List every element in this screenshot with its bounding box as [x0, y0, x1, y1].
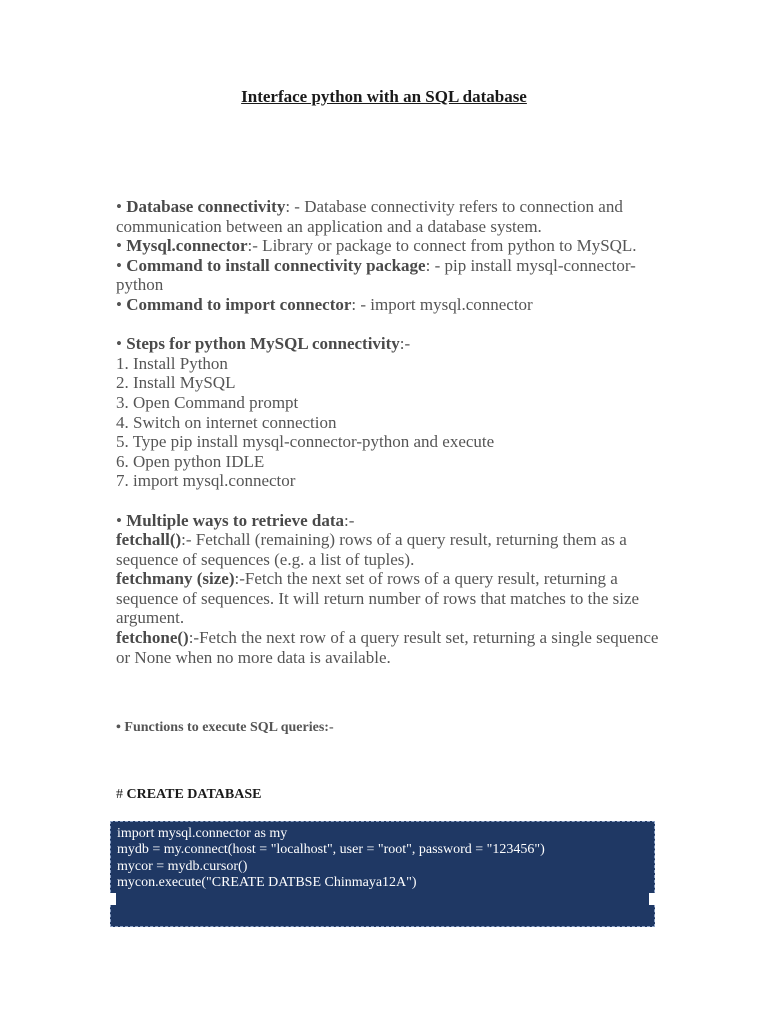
list-item: 2. Install MySQL [116, 373, 236, 393]
import-paragraph [116, 295, 661, 315]
list-item: 4. Switch on internet connection [116, 412, 337, 432]
fetchall-paragraph [116, 530, 661, 569]
fetchmany-paragraph [116, 569, 661, 628]
fetchone-name: fetchone() [116, 628, 189, 648]
retrieve-label: Multiple ways to retrieve data [126, 510, 345, 530]
create-database-heading [116, 787, 261, 803]
document-body [116, 197, 661, 667]
code-line: mycon.execute("CREATE DATBSE Chinmaya12A") [117, 875, 417, 891]
retrieve-suffix: :- [344, 510, 355, 530]
code-line: mycor = mydb.cursor() [117, 858, 248, 874]
bullet: • [116, 255, 122, 275]
create-database-label: CREATE DATABASE [126, 787, 262, 802]
list-item: 6. Open python IDLE [116, 451, 265, 471]
bullet: • [116, 294, 122, 314]
connectivity-text: : - Database connectivity refers to connection and communication between an application and a database system. [116, 197, 623, 236]
connector-label: Mysql.connector [126, 236, 248, 256]
import-text: : - import mysql.connector [351, 294, 533, 314]
functions-heading: • Functions to execute SQL queries:- [116, 720, 334, 735]
code-line: import mysql.connector as my [117, 826, 288, 841]
hash-symbol: # [116, 787, 127, 802]
list-item: 5. Type pip install mysql-connector-python and execute [116, 432, 495, 452]
steps-label: Steps for python MySQL connectivity [126, 334, 400, 354]
fetchone-paragraph [116, 628, 661, 667]
steps-suffix: :- [399, 334, 411, 354]
page-title: Interface python with an SQL database [241, 87, 527, 106]
list-item: 7. import mysql.connector [116, 471, 296, 491]
fetchmany-name: fetchmany (size) [116, 569, 235, 589]
connectivity-paragraph [116, 197, 661, 236]
list-item: 3. Open Command prompt [116, 392, 299, 412]
code-line: mydb = my.connect(host = "localhost", user = "root", password = "123456") [117, 842, 545, 858]
connectivity-label: Database connectivity [126, 197, 286, 216]
bullet: • [116, 510, 122, 530]
import-label: Command to import connector [126, 294, 352, 314]
bullet: • [116, 334, 122, 354]
install-paragraph [116, 256, 661, 295]
resize-handle-right[interactable] [649, 893, 655, 905]
bullet: • [116, 197, 122, 216]
list-item: 1. Install Python [116, 353, 228, 373]
fetchone-text: :-Fetch the next row of a query result set, returning a single sequence or None when no more data is available. [116, 628, 659, 667]
steps-heading [116, 334, 661, 354]
connector-paragraph [116, 236, 661, 256]
install-text: : - pip install mysql-connector-python [116, 255, 636, 295]
install-label: Command to install connectivity package [126, 255, 426, 275]
connector-text: :- Library or package to connect from python to MySQL. [247, 236, 637, 256]
fetchall-name: fetchall() [116, 530, 182, 550]
code-block[interactable] [110, 821, 655, 927]
fetchmany-text: :-Fetch the next set of rows of a query result, returning a sequence of sequences. It will return number of rows that matches to the size argument. [116, 569, 640, 628]
fetchall-text: :- Fetchall (remaining) rows of a query result, returning them as a sequence of sequences (e.g. a list of tuples). [116, 530, 627, 569]
retrieve-heading [116, 511, 661, 531]
resize-handle-left[interactable] [110, 893, 116, 905]
bullet: • [116, 236, 122, 256]
